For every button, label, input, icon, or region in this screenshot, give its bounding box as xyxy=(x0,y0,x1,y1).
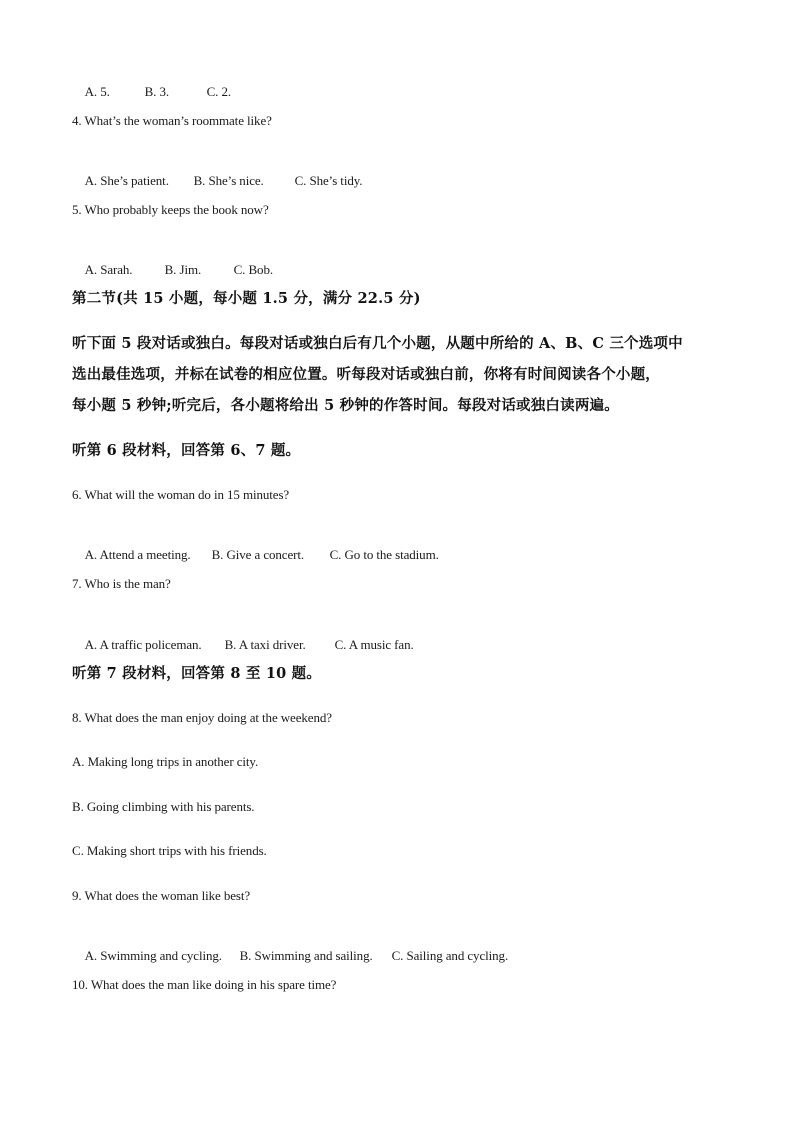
q6-option-c: C. Go to the stadium. xyxy=(329,547,439,562)
q5-options xyxy=(72,246,273,294)
q7-options xyxy=(72,621,414,669)
q6-question: 6. What will the woman do in 15 minutes? xyxy=(72,487,290,502)
q4-options xyxy=(72,157,362,205)
q8-option-c: C. Making short trips with his friends. xyxy=(72,843,267,858)
q9-option-a: A. Swimming and cycling. xyxy=(84,948,222,963)
section2-instruction-line-2: 选出最佳选项，并标在试卷的相应位置。听每段对话或独白前，你将有时间阅读各个小题， xyxy=(72,366,660,383)
q4-question: 4. What’s the woman’s roommate like? xyxy=(72,113,272,128)
section2-title: 第二节(共 15 小题，每小题 1.5 分，满分 22.5 分) xyxy=(72,290,421,307)
q4-option-c: C. She’s tidy. xyxy=(294,173,363,188)
q5-question: 5. Who probably keeps the book now? xyxy=(72,202,269,217)
q3-option-c: C. 2. xyxy=(206,84,232,99)
q7-option-c: C. A music fan. xyxy=(334,637,414,652)
q4-option-b: B. She’s nice. xyxy=(193,173,264,188)
q8-question: 8. What does the man enjoy doing at the weekend? xyxy=(72,710,332,725)
passage7-heading: 听第 7 段材料，回答第 8 至 10 题。 xyxy=(72,665,322,682)
section2-instruction-line-1: 听下面 5 段对话或独白。每段对话或独白后有几个小题，从题中所给的 A、B、C 三个选项中 xyxy=(72,335,683,352)
q3-options xyxy=(72,68,231,116)
q5-option-a: A. Sarah. xyxy=(84,262,133,277)
q3-option-a: A. 5. xyxy=(84,84,110,99)
q6-option-b: B. Give a concert. xyxy=(211,547,305,562)
q7-question: 7. Who is the man? xyxy=(72,576,171,591)
q9-option-b: B. Swimming and sailing. xyxy=(239,948,373,963)
q8-option-b: B. Going climbing with his parents. xyxy=(72,799,255,814)
q9-options xyxy=(72,932,508,980)
passage6-heading: 听第 6 段材料，回答第 6、7 题。 xyxy=(72,442,301,459)
q6-option-a: A. Attend a meeting. xyxy=(84,547,191,562)
q8-option-a: A. Making long trips in another city. xyxy=(72,754,259,769)
q6-options xyxy=(72,531,439,579)
q9-option-c: C. Sailing and cycling. xyxy=(391,948,509,963)
q3-option-b: B. 3. xyxy=(144,84,170,99)
q9-question: 9. What does the woman like best? xyxy=(72,888,251,903)
q7-option-b: B. A taxi driver. xyxy=(224,637,306,652)
q5-option-b: B. Jim. xyxy=(164,262,202,277)
q5-option-c: C. Bob. xyxy=(233,262,274,277)
q10-question: 10. What does the man like doing in his spare time? xyxy=(72,977,337,992)
q7-option-a: A. A traffic policeman. xyxy=(84,637,202,652)
q4-option-a: A. She’s patient. xyxy=(84,173,169,188)
section2-instruction-line-3: 每小题 5 秒钟;听完后，各小题将给出 5 秒钟的作答时间。每段对话或独白读两遍。 xyxy=(72,397,619,414)
